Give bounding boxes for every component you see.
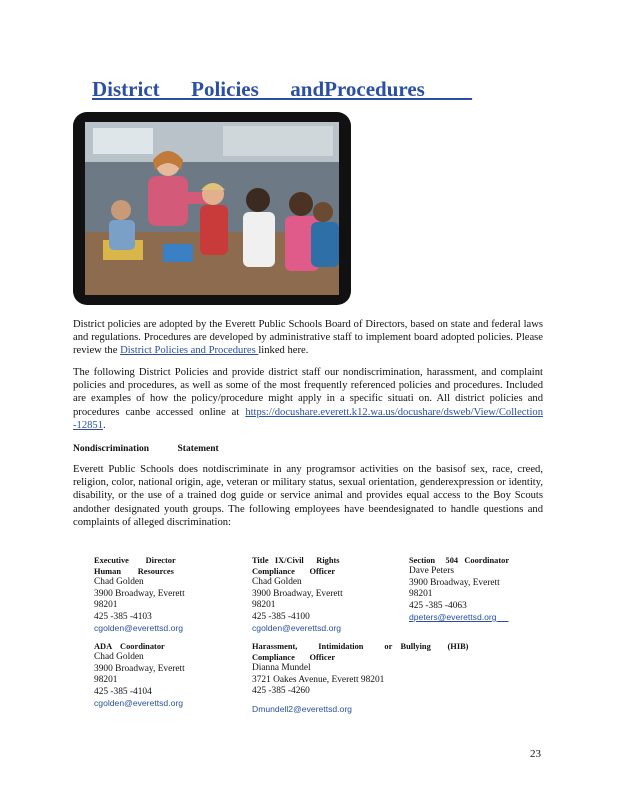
contact-email[interactable]: dpeters@everettsd.org <box>409 612 509 622</box>
contact-address: 3900 Broadway, Everett <box>252 588 343 599</box>
contact-role: Title IX/Civil Rights <box>252 556 340 565</box>
p1-tail: linked here. <box>258 345 309 357</box>
docushare-link[interactable]: https://docushare.everett.k12.wa.us/docushare/dsweb/View/Collection -12851 <box>73 406 543 431</box>
contact-role: Human Resources <box>94 567 174 576</box>
contact-phone: 425 -385 -4260 <box>252 686 310 696</box>
contact-role: ADA Coordinator <box>94 642 165 651</box>
contact-name: Dave Peters <box>409 566 455 576</box>
contact-hr-director <box>94 555 244 635</box>
contact-phone: 425 -385 -4103 <box>94 611 152 622</box>
policies-detail-paragraph: The following District Policies and provide district staff our nondiscrimination, harassment, and complaint policies and procedures, as well as some of the most frequently referenced policies and procedures. Included are examples of how the policy/procedure might apply in a specific situati on. All district policies and procedures canbe accessed online at https://docushare.everett.k12.wa.us/docushare/dsweb/View/Collection -12851. <box>73 367 543 431</box>
contact-email[interactable]: cgolden@everettsd.org <box>94 698 183 708</box>
page-title: District Policies andProcedures <box>92 77 473 101</box>
nondiscrimination-paragraph: Everett Public Schools does notdiscriminate in any programsor activities on the basisof sex, race, creed, religion, color, national origin, age, veteran or military status, sexual orientation, genderexpression or identity, disability, or the use of a trained dog guide or service animal and provides equal access to the Boy Scouts andother designated youth groups. The following employees have beendesignated to handle questions and complaints of alleged discrimination: <box>73 464 543 528</box>
contact-address: 3721 Oakes Avenue, Everett 98201 <box>252 674 385 685</box>
contact-phone: 425 -385 -4104 <box>94 686 152 697</box>
contact-address: 3900 Broadway, Everett <box>94 588 185 599</box>
contact-role: Compliance Officer <box>252 653 336 662</box>
contact-phone: 425 -385 -4100 <box>252 611 310 622</box>
contact-zip: 98201 <box>409 589 433 599</box>
contact-title-ix <box>252 555 402 635</box>
contact-ada <box>94 641 244 710</box>
contact-role: Section 504 Coordinator <box>409 556 510 565</box>
contact-email[interactable]: cgolden@everettsd.org <box>94 623 183 633</box>
contact-role: Compliance Officer <box>252 567 336 576</box>
contact-zip: 98201 <box>252 600 276 610</box>
contact-name: Chad Golden <box>94 577 144 587</box>
contact-name: Chad Golden <box>94 652 144 662</box>
policies-intro-paragraph <box>73 318 543 358</box>
contact-name: Chad Golden <box>252 577 302 587</box>
classroom-photo <box>73 112 351 305</box>
p1-text: District policies are adopted by the Everett Public Schools Board of Directors, based on state and federal laws and regulations. Procedures are developed by administrative staff to implement board adopted policies. Please review the <box>73 319 543 357</box>
contact-phone: 425 -385 -4063 <box>409 600 467 611</box>
contact-zip: 98201 <box>94 675 118 685</box>
contact-zip: 98201 <box>94 600 118 610</box>
contact-email[interactable]: Dmundell2@everettsd.org <box>252 703 352 714</box>
page-number: 23 <box>530 748 541 760</box>
contact-section-504 <box>409 555 559 624</box>
district-policies-link[interactable]: District Policies and Procedures <box>120 345 259 357</box>
contact-role: Harassment, Intimidation or Bullying (HIB) <box>252 642 469 651</box>
contact-name: Dianna Mundel <box>252 663 311 673</box>
p2-text: The following District Policies and provide district staff our nondiscrimination, harassment, and complaint policies and procedures, as well as some of the most frequently referenced policies and procedures. Included are examples of how the policy/procedure might apply in a specific situati on. All district policies and procedures canbe accessed online at <box>73 367 543 418</box>
contact-address: 3900 Broadway, Everett <box>409 577 500 588</box>
contact-hib <box>252 641 482 715</box>
contact-address: 3900 Broadway, Everett <box>94 663 185 674</box>
contact-email[interactable]: cgolden@everettsd.org <box>252 623 341 633</box>
contact-role: Executive Director <box>94 556 176 565</box>
nondiscrimination-heading: Nondiscrimination Statement <box>73 444 219 454</box>
